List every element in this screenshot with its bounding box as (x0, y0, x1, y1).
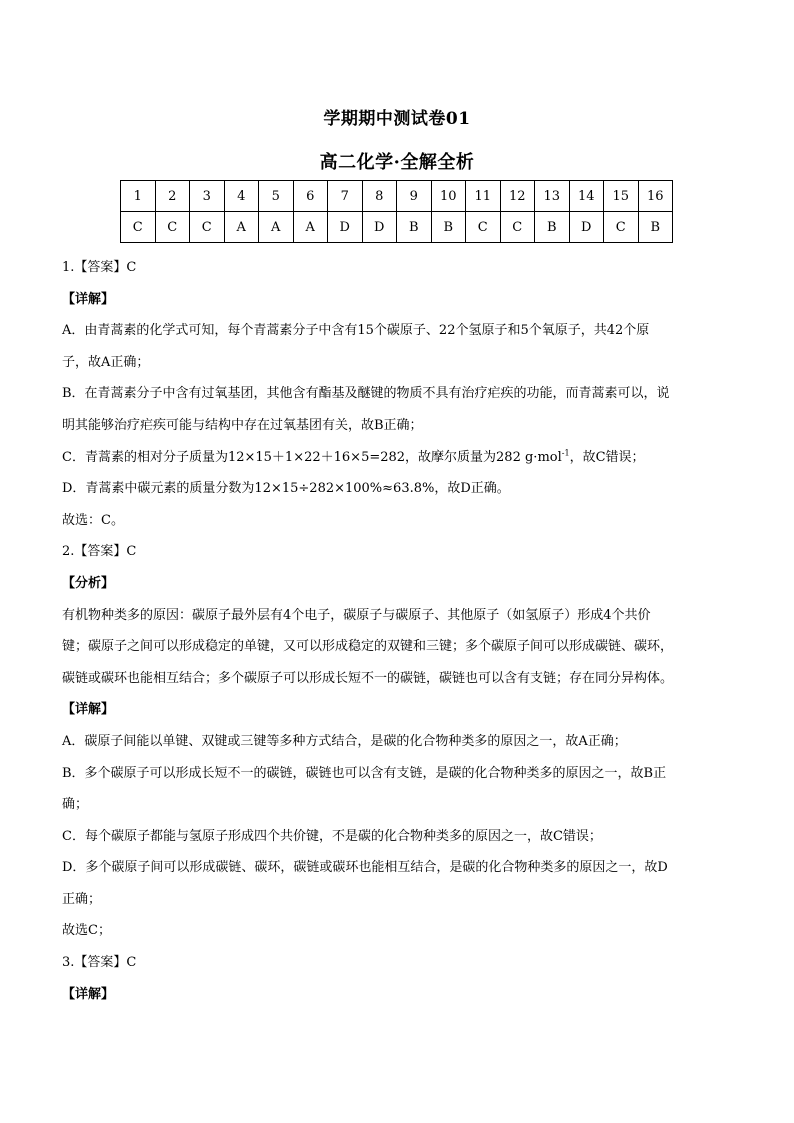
exam-subtitle: 高二化学·全解全析 (319, 152, 475, 173)
table-cell-number: 16 (638, 181, 673, 212)
q1-option-a-line2: 子，故A正确； (62, 354, 150, 370)
table-cell-number: 13 (535, 181, 570, 212)
q2-option-c-line: C．每个碳原子都能与氢原子形成四个共价键，不是碳的化合物种类多的原因之一，故C错误； (62, 828, 602, 844)
table-cell-number: 12 (500, 181, 535, 212)
table-cell-number: 5 (259, 181, 294, 212)
solution-content (62, 252, 734, 1010)
table-cell-number: 11 (466, 181, 501, 212)
q2-option-d-line2: 正确； (62, 891, 102, 907)
table-cell-number: 14 (569, 181, 604, 212)
table-cell-answer: A (224, 212, 259, 243)
table-cell-answer: B (535, 212, 570, 243)
table-cell-number: 8 (362, 181, 397, 212)
table-cell-answer: C (190, 212, 225, 243)
q3-answer-heading: 3.【答案】C (62, 955, 137, 971)
table-cell-answer: C (466, 212, 501, 243)
table-cell-number: 7 (328, 181, 363, 212)
table-cell-answer: A (259, 212, 294, 243)
q3-detail-label: 【详解】 (62, 986, 115, 1002)
table-cell-number: 2 (155, 181, 190, 212)
q1-option-d-line: D．青蒿素中碳元素的质量分数为12×15÷282×100%≈63.8%，故D正确。 (62, 481, 510, 497)
q2-analysis-line1: 有机物种类多的原因：碳原子最外层有4个电子，碳原子与碳原子、其他原子（如氢原子）形成4个共价 (62, 607, 651, 623)
q2-option-d-line1: D．多个碳原子间可以形成碳链、碳环，碳链或碳环也能相互结合，是碳的化合物种类多的原因之一，故D (62, 860, 668, 876)
table-cell-answer: D (362, 212, 397, 243)
answer-key-table (120, 180, 673, 243)
q2-analysis-label: 【分析】 (62, 575, 115, 591)
table-cell-answer: C (155, 212, 190, 243)
table-cell-answer: D (328, 212, 363, 243)
q1-answer-heading: 1.【答案】C (62, 260, 137, 275)
table-cell-answer: C (121, 212, 156, 243)
table-cell-number: 4 (224, 181, 259, 212)
q1-option-c-tail: ，故C错误； (569, 449, 645, 465)
q1-option-c-exponent: -1 (561, 448, 570, 458)
table-cell-answer: B (431, 212, 466, 243)
q2-option-b-line2: 确； (62, 797, 89, 813)
q2-analysis-line2: 键；碳原子之间可以形成稳定的单键，又可以形成稳定的双键和三键；多个碳原子间可以形成碳链、碳环， (62, 639, 674, 655)
table-cell-answer: C (500, 212, 535, 243)
question-number-row (121, 181, 673, 212)
q2-detail-label: 【详解】 (62, 702, 115, 718)
q2-analysis-line3: 碳链或碳环也能相互结合；多个碳原子可以形成长短不一的碳链，碳链也可以含有支链；存在同分异构体。 (62, 670, 674, 686)
table-cell-number: 6 (293, 181, 328, 212)
table-cell-answer: C (604, 212, 639, 243)
table-cell-answer: B (638, 212, 673, 243)
q2-conclusion: 故选C； (62, 923, 111, 939)
q1-option-b-line1: B．在青蒿素分子中含有过氧基团，其他含有酯基及醚键的物质不具有治疗疟疾的功能，而青蒿素可以，说 (62, 386, 670, 402)
q1-option-a-line1: A．由青蒿素的化学式可知，每个青蒿素分子中含有15个碳原子、22个氢原子和5个氧原子，共42个原 (62, 323, 650, 339)
exam-title: 学期期中测试卷01 (323, 109, 471, 129)
q2-option-a-line: A．碳原子间能以单键、双键或三键等多种方式结合，是碳的化合物种类多的原因之一，故A正确； (62, 733, 627, 749)
q1-option-c-line (62, 442, 734, 474)
answer-row (121, 212, 673, 243)
table-cell-answer: D (569, 212, 604, 243)
table-cell-number: 10 (431, 181, 466, 212)
q1-detail-label: 【详解】 (62, 291, 115, 307)
table-cell-number: 9 (397, 181, 432, 212)
table-cell-number: 3 (190, 181, 225, 212)
table-cell-answer: B (397, 212, 432, 243)
table-cell-number: 1 (121, 181, 156, 212)
q1-option-c-text: C．青蒿素的相对分子质量为12×15＋1×22＋16×5=282，故摩尔质量为282 g·mol (62, 449, 562, 465)
q2-option-b-line1: B．多个碳原子可以形成长短不一的碳链，碳链也可以含有支链，是碳的化合物种类多的原因之一，故B正 (62, 765, 667, 781)
table-cell-number: 15 (604, 181, 639, 212)
q1-conclusion: 故选：C。 (62, 512, 124, 528)
table-cell-answer: A (293, 212, 328, 243)
q1-option-b-line2: 明其能够治疗疟疾可能与结构中存在过氧基团有关，故B正确； (62, 417, 423, 433)
q2-answer-heading: 2.【答案】C (62, 544, 137, 560)
